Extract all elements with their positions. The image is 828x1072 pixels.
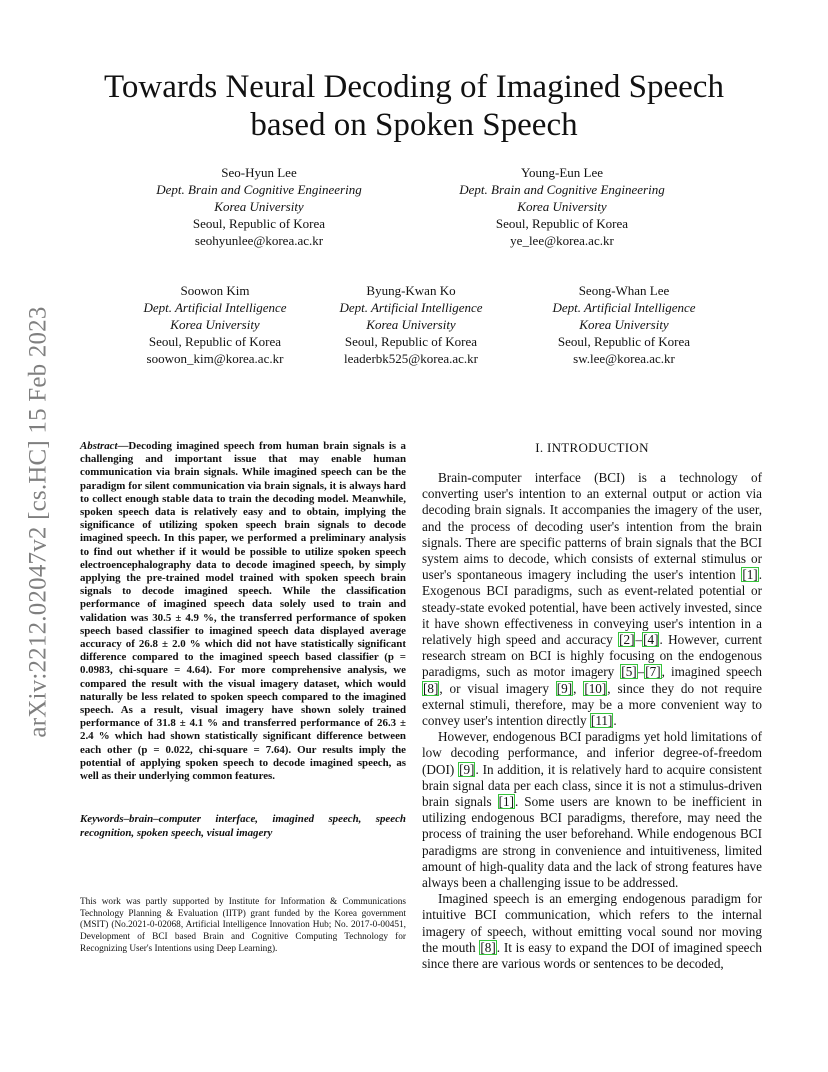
introduction-body [422,470,762,972]
author-email: soowon_kim@korea.ac.kr [146,351,284,366]
author-dept: Dept. Brain and Cognitive Engineering [459,182,665,197]
citation-link[interactable]: [1] [498,794,515,810]
keywords: Keywords–brain–computer interface, imagined speech, speech recognition, spoken speech, visual imagery [80,813,406,839]
paragraph: Imagined speech is an emerging endogenous paradigm for intuitive BCI communication, which refers to the internal imagery of speech, without emitting vocal sound nor moving the mouth [8]. It is easy to expand the DOI of imagined speech since there are various words or sentences to be decoded, [422,891,762,972]
author-email: ye_lee@korea.ac.kr [510,233,614,248]
author-university: Korea University [366,317,456,332]
citation-link[interactable]: [5] [621,664,637,680]
abstract-label: Abstract [80,440,118,452]
author-name: Seong-Whan Lee [578,283,670,298]
author-university: Korea University [517,199,607,214]
author-name: Seo-Hyun Lee [221,165,297,180]
citation-link[interactable]: [9] [459,761,475,777]
arxiv-sidebar-stamp [24,287,54,757]
citation-link[interactable]: [7] [645,664,661,680]
author-location: Seoul, Republic of Korea [495,216,629,231]
author-name: Soowon Kim [180,283,250,298]
title-line-1: Towards Neural Decoding of Imagined Speech [104,69,724,105]
citation-link[interactable]: [9] [556,680,573,696]
author-location: Seoul, Republic of Korea [557,334,691,349]
author-email: sw.lee@korea.ac.kr [573,351,675,366]
citation-link[interactable]: [4] [643,632,659,648]
author-block-4 [296,282,526,367]
author-email: leaderbk525@korea.ac.kr [344,351,478,366]
author-block-2 [436,164,688,249]
paragraph: However, endogenous BCI paradigms yet hold limitations of low decoding performance, and inferior degree-of-freedom (DOI) [9]. In addition, it is relatively hard to acquire consistent brain signal data per each class, since it is not a stimulus-driven brain signals [1]. Some users are known to be inefficient in utilizing endogenous BCI paradigms, therefore, may need the process of training the user beforehand. While endogenous BCI paradigms are strong in convenience and intuitiveness, limited amount of high-quality data and the lack of strong features have always been a challenging issue to be addressed. [422,729,762,891]
section-heading: I. INTRODUCTION [535,440,649,455]
abstract [80,440,406,783]
citation-link[interactable]: [10] [584,680,607,696]
paper-title [80,68,748,144]
citation-link[interactable]: [2] [619,632,635,648]
abstract-text: —Decoding imagined speech from human brain signals is a challenging and important issue that may enable human communication via brain signals. While imagined speech can be the paradigm for silent communication via brain signals, it is always hard to collect enough stable data to train the decoding model. Meanwhile, spoken speech data is relatively easy and to obtain, implying the significance of utilizing spoken speech brain signals to decode imagined speech. In this paper, we performed a preliminary analysis to find out whether if it would be possible to utilize spoken speech electroencephalography data to decode imagined speech, by simply applying the pre-trained model trained with spoken speech brain signals to decode imagined speech. While the classification performance of imagined speech data solely used to train and validation was 30.5 ± 4.9 %, the transferred performance of spoken speech based classifier to imagined speech data displayed average accuracy of 26.8 ± 2.0 % which did not have statistically significant difference compared to the imagined speech based classifier (p = 0.0983, chi-square = 4.64). For more comprehensive analysis, we compared the result with the visual imagery dataset, which would naturally be less related to spoken speech compared to the imagined speech. As a result, visual imagery have shown solely trained performance of 31.8 ± 4.1 % and transferred performance of 26.3 ± 2.4 % which had shown statistically significant difference between each other (p = 0.022, chi-square = 7.64). Our results imply the potential of applying spoken speech to decode imagined speech, as well as their underlying common features. [80,440,406,783]
author-location: Seoul, Republic of Korea [192,216,326,231]
author-name: Young-Eun Lee [520,165,604,180]
author-location: Seoul, Republic of Korea [344,334,478,349]
author-dept: Dept. Artificial Intelligence [552,300,696,315]
author-dept: Dept. Brain and Cognitive Engineering [156,182,362,197]
paragraph: Brain-computer interface (BCI) is a technology of converting user's intention to an external output or action via decoding brain signals. It accompanies the imagery of the user, and the process of decoding user's intention from the brain signals. There are specific patterns of brain signals that the BCI system aims to decode, which consists of external stimulus or user's spontaneous imagery including the user's intention [1]. Exogenous BCI paradigms, such as event-related potential or steady-state evoked potential, have been actively invested, since it have shown effectiveness in conveying user's intention in a relatively high speed and accuracy [2]–[4]. However, current research stream on BCI is highly focusing on the endogenous paradigms, such as motor imagery [5]–[7], imagined speech [8], or visual imagery [9], [10], since they do not require external stimuli, therefore, may be a more convenient way to convey user's intention directly [11]. [422,470,763,729]
author-block-1 [133,164,385,249]
citation-link[interactable]: [11] [590,713,613,729]
author-location: Seoul, Republic of Korea [148,334,282,349]
title-line-2: based on Spoken Speech [250,107,578,143]
author-dept: Dept. Artificial Intelligence [143,300,287,315]
arxiv-id: arXiv:2212.02047v2 [cs.HC] 15 Feb 2023 [25,306,53,738]
author-email: seohyunlee@korea.ac.kr [194,233,324,248]
citation-link[interactable]: [8] [480,939,496,955]
citation-link[interactable]: [8] [423,680,439,696]
author-dept: Dept. Artificial Intelligence [339,300,483,315]
author-university: Korea University [214,199,304,214]
funding-footnote: This work was partly supported by Institute for Information & Communications Technology Planning & Evaluation (IITP) grant funded by the Korea government (MSIT) (No.2021-0-02068, Artificial Intelligence Innovation Hub; No. 2017-0-00451, Development of BCI based Brain and Cognitive Computing Technology for Recognizing User's Intentions using Deep Learning). [80,897,406,954]
author-name: Byung-Kwan Ko [366,283,456,298]
author-block-5 [509,282,739,367]
author-university: Korea University [170,317,260,332]
author-university: Korea University [579,317,669,332]
citation-link[interactable]: [1] [742,567,758,583]
